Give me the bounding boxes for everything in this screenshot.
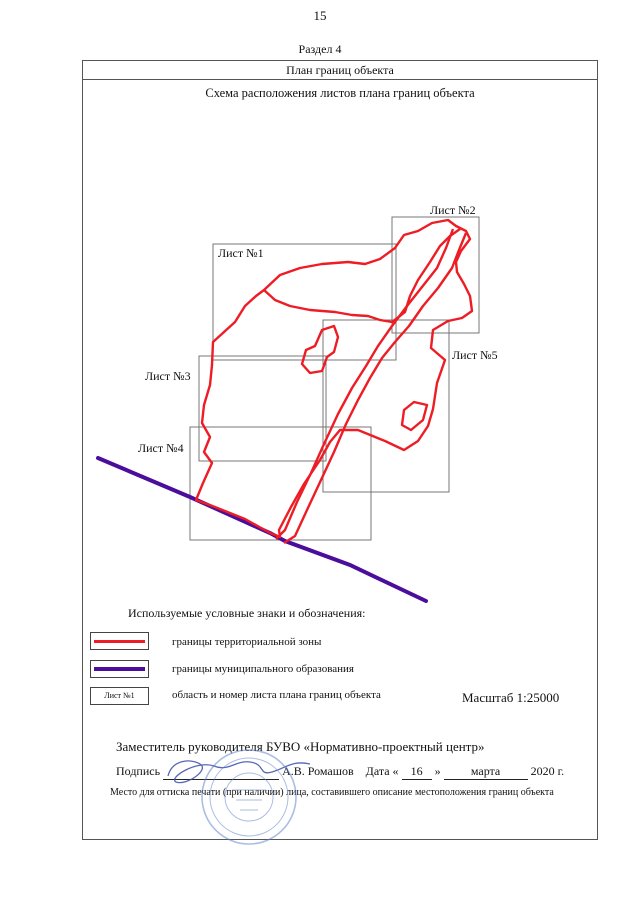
legend-label-sheet: область и номер листа плана границ объекта	[172, 689, 381, 701]
legend-label-zone: границы территориальной зоны	[172, 636, 322, 648]
date-day-close: »	[434, 764, 441, 778]
scheme-title: Схема расположения листов плана границ объекта	[205, 86, 475, 100]
signatory-position: Заместитель руководителя БУВО «Нормативно-проектный центр»	[116, 739, 485, 754]
sheet-label-4: Лист №4	[138, 441, 184, 455]
legend-swatch-sheet: Лист №1	[90, 687, 149, 705]
stamp-note: Место для оттиска печати (при наличии) лица, составившего описание местоположения границ объекта	[110, 787, 554, 798]
date-month: марта	[444, 764, 528, 780]
seal-stamp	[202, 750, 296, 844]
sign-label: Подпись	[116, 764, 161, 778]
legend-label-municipal: границы муниципального образования	[172, 663, 354, 675]
frame-title: План границ объекта	[83, 61, 597, 80]
sheet-label-3: Лист №3	[145, 369, 191, 383]
date-year: 2020 г.	[530, 764, 565, 778]
sheet-label-2: Лист №2	[430, 203, 476, 217]
date-day: 16	[402, 764, 432, 780]
legend-title: Используемые условные знаки и обозначения:	[128, 606, 366, 620]
date-label: Дата «	[365, 764, 399, 778]
sheet-label-1: Лист №1	[218, 246, 264, 260]
sheet-label-5: Лист №5	[452, 348, 498, 362]
signatory-name: А.В. Ромашов	[282, 764, 354, 778]
section-title: Раздел 4	[298, 42, 342, 56]
scale-label: Масштаб 1:25000	[462, 690, 560, 705]
page-number: 15	[313, 8, 327, 23]
